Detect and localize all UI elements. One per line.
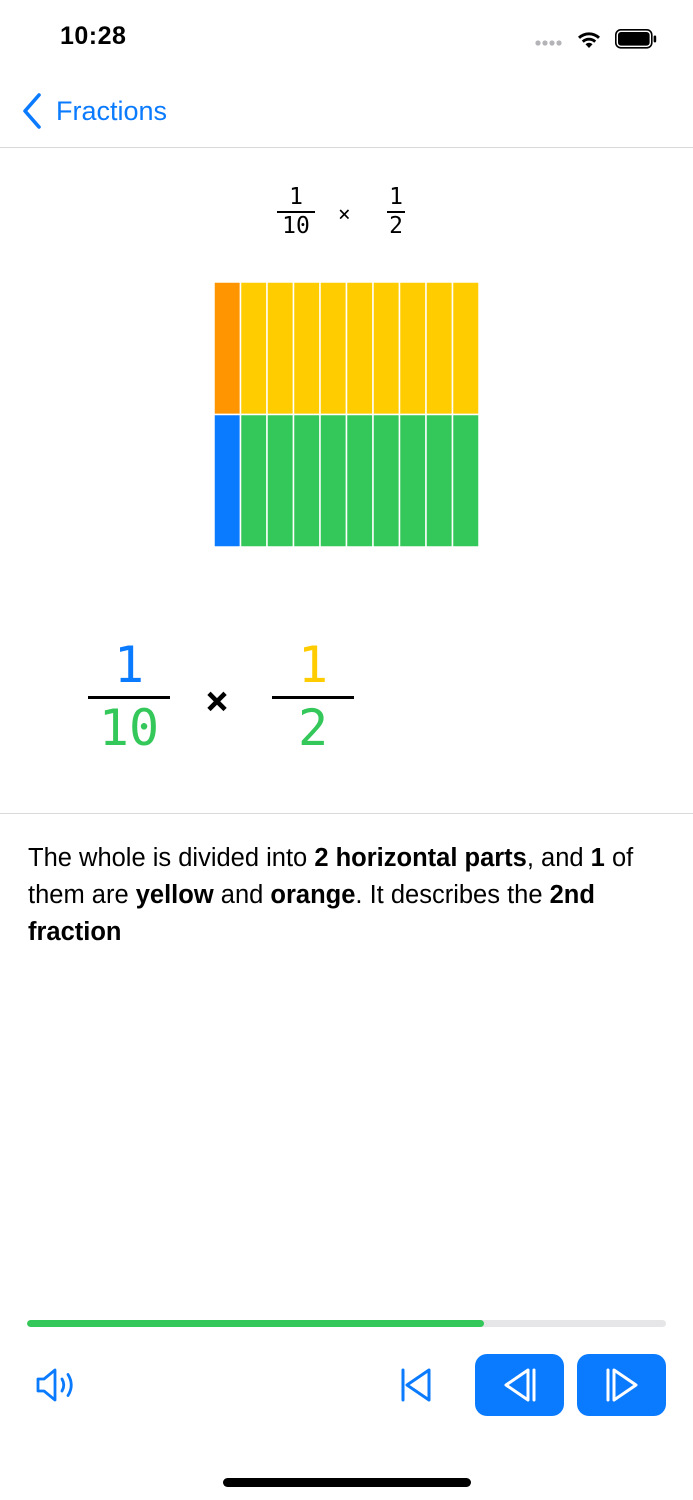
explanation-segment: The whole is divided into [28,844,315,872]
status-time: 10:28 [60,22,127,50]
skip-to-start-icon [395,1365,435,1405]
grid-cell [426,415,453,548]
explanation-text [28,840,673,951]
home-indicator[interactable] [223,1478,471,1487]
explanation-segment-bold: 1 [590,844,605,872]
large-equation [0,636,693,760]
skip-to-start-button[interactable] [392,1362,438,1408]
large-operator: × [205,678,230,724]
small-denominator-second: 2 [389,213,403,239]
large-numerator-second: 1 [297,636,329,694]
grid-cell [400,282,427,415]
small-numerator-second: 1 [389,184,403,210]
explanation-segment-bold: 2 horizontal parts [314,844,527,872]
small-numerator-first: 1 [289,184,303,210]
grid-cell [400,415,427,548]
step-back-icon [500,1365,540,1405]
grid-cell [320,415,347,548]
grid-cell [214,415,241,548]
explanation-segment: , and [526,844,591,872]
speaker-icon [31,1365,81,1405]
large-denominator-second: 2 [297,699,329,757]
step-forward-button[interactable] [577,1354,666,1416]
large-fraction-first [88,636,170,757]
grid-cell [294,282,321,415]
grid-cell [214,282,241,415]
grid-cell [241,282,268,415]
small-operator: × [338,202,351,226]
grid-cell [426,282,453,415]
explanation-segment-bold: orange [270,881,356,909]
section-divider [0,813,693,814]
back-button[interactable] [20,90,167,132]
step-back-button[interactable] [475,1354,564,1416]
signal-dots-icon [535,40,561,45]
fraction-grid [214,282,479,547]
grid-cell [347,415,374,548]
chevron-left-icon [20,92,44,130]
small-denominator-first: 10 [282,213,310,239]
status-icons [535,26,657,50]
large-numerator-first: 1 [113,636,145,694]
explanation-segment-bold: 2nd fraction [28,881,595,946]
explanation-segment: of them are [28,844,634,909]
lesson-progress-bar [27,1320,666,1327]
grid-cell [241,415,268,548]
speaker-button[interactable] [28,1362,84,1408]
small-fraction-first [276,186,316,238]
explanation-segment-bold: yellow [135,881,214,909]
explanation-segment: . It describes the [355,881,550,909]
grid-cell [453,282,480,415]
small-equation [0,186,693,246]
wifi-icon [578,32,600,48]
battery-icon [616,30,656,48]
large-fraction-second [272,636,354,757]
small-fraction-second [382,186,410,238]
lesson-progress-fill [27,1320,484,1327]
grid-cell [267,415,294,548]
grid-cell [373,415,400,548]
grid-cell [373,282,400,415]
fraction-grid-svg [214,282,479,547]
explanation-segment: and [213,881,271,909]
grid-cell [294,415,321,548]
step-forward-icon [602,1365,642,1405]
back-button-label: Fractions [56,95,168,126]
large-denominator-first: 10 [98,699,160,757]
grid-cell [267,282,294,415]
grid-cell [320,282,347,415]
grid-cell [453,415,480,548]
grid-cell [347,282,374,415]
nav-divider [0,147,693,148]
